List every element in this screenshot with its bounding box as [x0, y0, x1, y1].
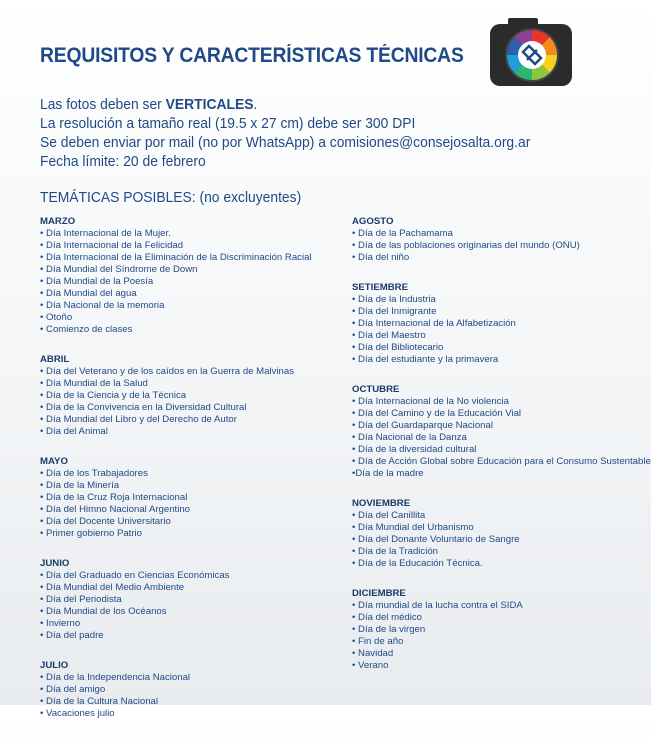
month-section-setiembre [352, 282, 647, 366]
list-item: • Día del Donante Voluntario de Sangre [352, 534, 520, 545]
month-section-agosto [352, 216, 647, 264]
list-item: • Día Mundial del Síndrome de Down [40, 264, 198, 275]
page-title: REQUISITOS Y CARACTERÍSTICAS TÉCNICAS [40, 44, 464, 67]
list-item: • Día Mundial de la Salud [40, 378, 148, 389]
list-item: • Día de la Pachamama [352, 228, 453, 239]
requirement-orientation: Las fotos deben ser VERTICALES. [40, 97, 258, 113]
list-item: • Día del Maestro [352, 330, 426, 341]
month-heading: ABRIL [40, 354, 70, 365]
list-item: • Día de la Ciencia y de la Técnica [40, 390, 187, 401]
list-item: • Día de la virgen [352, 624, 426, 635]
month-heading: AGOSTO [352, 216, 394, 227]
month-item-list [40, 570, 340, 642]
list-item: • Día del Inmigrante [352, 306, 437, 317]
list-item: • Día Mundial de la Poesía [40, 276, 154, 287]
list-item: • Día mundial de la lucha contra el SIDA [352, 600, 523, 611]
month-heading: MAYO [40, 456, 68, 467]
month-heading: NOVIEMBRE [352, 498, 411, 509]
list-item: • Día Mundial del Medio Ambiente [40, 582, 185, 593]
month-section-junio [40, 558, 340, 642]
month-item-list [352, 228, 647, 264]
month-heading: JULIO [40, 660, 69, 671]
list-item: • Día del Guardaparque Nacional [352, 420, 493, 431]
list-item: • Navidad [352, 648, 394, 659]
month-heading: JUNIO [40, 558, 70, 569]
list-item: • Día del Canillita [352, 510, 426, 521]
list-item: • Día Mundial del agua [40, 288, 137, 299]
list-item: • Día Nacional de la Danza [352, 432, 467, 443]
list-item: • Día Internacional de la Eliminación de la Discriminación Racial [40, 252, 312, 263]
list-item: • Otoño [40, 312, 73, 323]
list-item: • Día del Bibliotecario [352, 342, 444, 353]
list-item: • Día del Veterano y de los caídos en la Guerra de Malvinas [40, 366, 295, 377]
list-item: • Día del amigo [40, 684, 106, 695]
month-item-list [40, 672, 340, 720]
list-item: • Día Nacional de la memoria [40, 300, 165, 311]
list-item: • Día de la diversidad cultural [352, 444, 477, 455]
month-section-diciembre [352, 588, 647, 672]
tematicas-heading: TEMÁTICAS POSIBLES: (no excluyentes) [40, 190, 302, 206]
list-item: • Día de los Trabajadores [40, 468, 148, 479]
month-heading: MARZO [40, 216, 76, 227]
list-item: • Fin de año [352, 636, 404, 647]
list-item: • Día del Graduado en Ciencias Económicas [40, 570, 230, 581]
month-section-abril [40, 354, 340, 438]
list-item: • Día de la Cultura Nacional [40, 696, 159, 707]
list-item: • Día Mundial de los Océanos [40, 606, 167, 617]
list-item: • Día Internacional de la Felicidad [40, 240, 184, 251]
list-item: • Comienzo de clases [40, 324, 133, 335]
requirement-deadline: Fecha límite: 20 de febrero [40, 154, 206, 170]
list-item: • Vacaciones julio [40, 708, 115, 719]
month-item-list [40, 366, 340, 438]
list-item: • Día Internacional de la Alfabetización [352, 318, 516, 329]
list-item: • Día del Animal [40, 426, 108, 437]
list-item: • Primer gobierno Patrio [40, 528, 143, 539]
list-item: • Día del niño [352, 252, 410, 263]
list-item: • Día Internacional de la Mujer. [40, 228, 171, 239]
month-item-list [40, 468, 340, 540]
month-item-list [352, 600, 647, 672]
list-item: • Día de la Minería [40, 480, 120, 491]
list-item: • Día del Himno Nacional Argentino [40, 504, 191, 515]
month-section-mayo [40, 456, 340, 540]
month-item-list [352, 510, 647, 570]
requirements-block [40, 96, 530, 172]
list-item: • Día Internacional de la No violencia [352, 396, 509, 407]
list-item: • Día del Docente Universitario [40, 516, 171, 527]
list-item: • Verano [352, 660, 389, 671]
list-item: • Día de la Educación Técnica. [352, 558, 483, 569]
list-item: • Día de la Tradición [352, 546, 439, 557]
list-item: • Día de las poblaciones originarias del mundo (ONU) [352, 240, 580, 251]
month-heading: DICIEMBRE [352, 588, 406, 599]
list-item: •Día de la madre [352, 468, 424, 479]
list-item: • Día del estudiante y la primavera [352, 354, 499, 365]
month-item-list [352, 294, 647, 366]
list-item: • Día de Acción Global sobre Educación para el Consumo Sustentable [352, 456, 651, 467]
month-section-marzo [40, 216, 340, 336]
month-section-noviembre [352, 498, 647, 570]
list-item: • Invierno [40, 618, 81, 629]
month-section-octubre [352, 384, 651, 480]
month-item-list [352, 396, 651, 480]
requirement-resolution: La resolución a tamaño real (19.5 x 27 cm) debe ser 300 DPI [40, 116, 416, 132]
month-heading: OCTUBRE [352, 384, 400, 395]
list-item: • Día de la Cruz Roja Internacional [40, 492, 188, 503]
month-item-list [40, 228, 340, 336]
right-month-column [352, 216, 651, 690]
list-item: • Día del Camino y de la Educación Vial [352, 408, 522, 419]
month-section-julio [40, 660, 340, 720]
list-item: • Día Mundial del Libro y del Derecho de Autor [40, 414, 237, 425]
left-month-column [40, 216, 340, 738]
requirement-email: Se deben enviar por mail (no por WhatsApp) a comisiones@consejosalta.org.ar [40, 135, 531, 151]
list-item: • Día Mundial del Urbanismo [352, 522, 474, 533]
list-item: • Día del Periodista [40, 594, 122, 605]
list-item: • Día de la Industria [352, 294, 436, 305]
camera-logo-icon [488, 16, 574, 88]
month-heading: SETIEMBRE [352, 282, 408, 293]
list-item: • Día de la Convivencia en la Diversidad Cultural [40, 402, 247, 413]
list-item: • Día del médico [352, 612, 423, 623]
list-item: • Día de la Independencia Nacional [40, 672, 191, 683]
list-item: • Día del padre [40, 630, 104, 641]
